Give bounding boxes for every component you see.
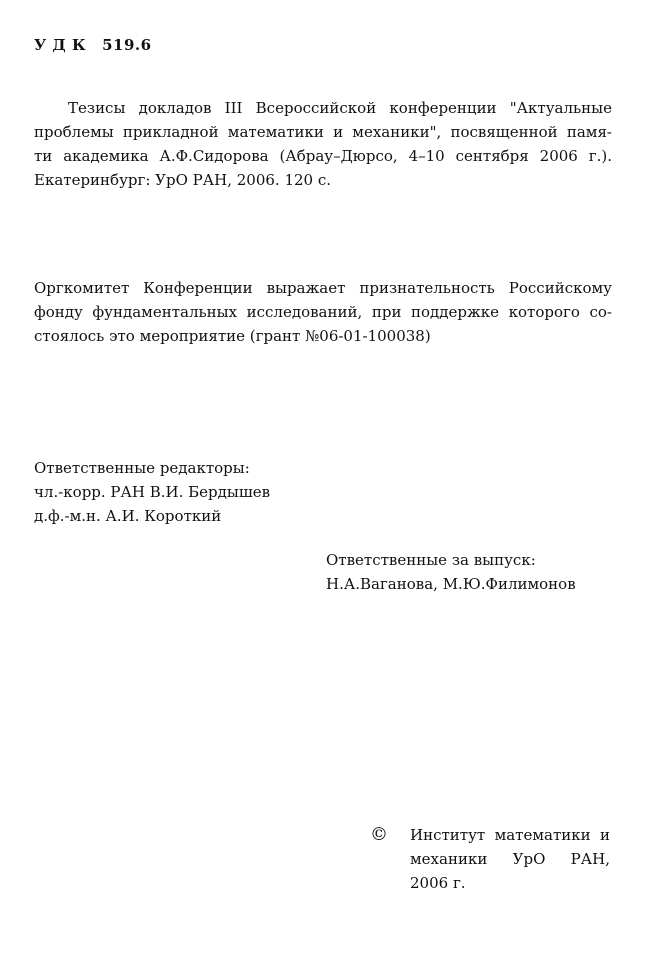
udk-code: 519.6	[102, 36, 152, 54]
udk-line	[34, 36, 152, 54]
release-block	[326, 548, 576, 596]
editor-2: д.ф.-м.н. А.И. Короткий	[34, 507, 222, 525]
abstract-line-4: Екатеринбург: УрО РАН, 2006. 120 с.	[34, 171, 332, 189]
copyright-text	[410, 823, 610, 895]
editors-heading: Ответственные редакторы:	[34, 459, 250, 477]
ack-line-3: стоялось это мероприятие (грант №06-01-100038)	[34, 327, 431, 345]
ack-line-2: фонду фундаментальных исследований, при поддержке которого со-	[34, 303, 612, 321]
abstract-line-1: Тезисы докладов III Всероссийской конференции "Актуальные	[68, 99, 612, 117]
bibliographic-abstract	[34, 96, 612, 192]
abstract-line-3: ти академика А.Ф.Сидорова (Абрау–Дюрсо, 4–10 сентября 2006 г.).	[34, 147, 612, 165]
udk-label: У Д К	[34, 36, 87, 54]
acknowledgement-paragraph	[34, 276, 612, 348]
ack-line-1: Оргкомитет Конференции выражает признательность Российскому	[34, 279, 612, 297]
editors-block	[34, 456, 270, 528]
release-heading: Ответственные за выпуск:	[326, 551, 536, 569]
release-names: Н.А.Ваганова, М.Ю.Филимонов	[326, 575, 576, 593]
copyright-block	[370, 823, 610, 895]
copyright-icon: ©	[370, 824, 388, 845]
copyright-line-2: механики УрО РАН,	[410, 850, 610, 868]
copyright-line-1: Институт математики и	[410, 826, 610, 844]
abstract-line-2: проблемы прикладной математики и механики", посвященной памя-	[34, 123, 612, 141]
editor-1: чл.-корр. РАН В.И. Бердышев	[34, 483, 271, 501]
copyright-line-3: 2006 г.	[410, 874, 466, 892]
